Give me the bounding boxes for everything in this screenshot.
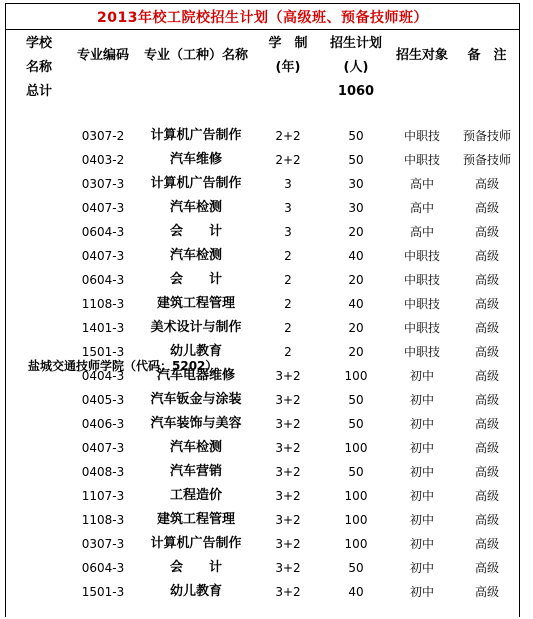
cell-code: 0404-3 xyxy=(81,369,125,383)
cell-years: 2+2 xyxy=(275,129,301,143)
cell-plan: 50 xyxy=(348,153,364,167)
cell-major: 汽车营销 xyxy=(169,464,222,479)
cell-code: 0405-3 xyxy=(81,393,125,407)
header-plan-line-2: (人) xyxy=(343,60,369,75)
cell-note: 高级 xyxy=(474,177,499,191)
cell-years: 2 xyxy=(284,321,292,335)
cell-code: 0604-3 xyxy=(81,561,125,575)
cell-target: 高中 xyxy=(409,177,434,191)
cell-code: 0604-3 xyxy=(81,225,125,239)
cell-plan: 100 xyxy=(344,513,368,527)
cell-target: 初中 xyxy=(409,465,434,479)
cell-plan: 20 xyxy=(348,225,364,239)
cell-code: 1107-3 xyxy=(81,489,125,503)
cell-years: 2 xyxy=(284,249,292,263)
cell-plan: 20 xyxy=(348,273,364,287)
cell-major: 计算机广告制作 xyxy=(150,176,242,191)
cell-major: 汽车检测 xyxy=(169,200,222,215)
total-value: 1060 xyxy=(337,84,375,99)
cell-major: 建筑工程管理 xyxy=(156,296,235,311)
cell-target: 初中 xyxy=(409,489,434,503)
cell-note: 高级 xyxy=(474,489,499,503)
cell-note: 高级 xyxy=(474,273,499,287)
cell-target: 初中 xyxy=(409,369,434,383)
cell-years: 3+2 xyxy=(275,561,301,575)
school-name: 盐城交通技师学院 xyxy=(28,359,125,373)
cell-note: 高级 xyxy=(474,393,499,407)
cell-code: 0408-3 xyxy=(81,465,125,479)
cell-code: 0407-3 xyxy=(81,441,125,455)
cell-target: 初中 xyxy=(409,441,434,455)
cell-plan: 20 xyxy=(348,321,364,335)
cell-major: 汽车装饰与美容 xyxy=(150,416,242,431)
cell-note: 高级 xyxy=(474,225,499,239)
cell-target: 高中 xyxy=(409,225,434,239)
cell-target: 初中 xyxy=(409,561,434,575)
cell-code: 1501-3 xyxy=(81,585,125,599)
cell-major: 汽车检测 xyxy=(169,248,222,263)
cell-code: 0307-3 xyxy=(81,537,125,551)
title-row xyxy=(6,4,519,30)
cell-years: 3+2 xyxy=(275,465,301,479)
cell-target: 中职技 xyxy=(403,345,440,359)
cell-plan: 40 xyxy=(348,585,364,599)
cell-plan: 50 xyxy=(348,129,364,143)
cell-major: 会 计 xyxy=(169,272,222,287)
cell-code: 0403-2 xyxy=(81,153,125,167)
cell-code: 0307-3 xyxy=(81,177,125,191)
cell-years: 3+2 xyxy=(275,393,301,407)
cell-major: 美术设计与制作 xyxy=(150,320,242,335)
cell-target: 中职技 xyxy=(403,249,440,263)
cell-code: 0604-3 xyxy=(81,273,125,287)
cell-code: 1108-3 xyxy=(81,513,125,527)
cell-target: 高中 xyxy=(409,201,434,215)
header-code: 专业编码 xyxy=(76,48,129,63)
cell-years: 3+2 xyxy=(275,537,301,551)
header-major: 专业（工种）名称 xyxy=(143,48,248,63)
school-code: （代码：5202） xyxy=(124,359,218,373)
cell-target: 中职技 xyxy=(403,153,440,167)
cell-major: 会 计 xyxy=(169,560,222,575)
header-duration-line-1: 学 制 xyxy=(268,36,308,51)
cell-note: 高级 xyxy=(474,321,499,335)
cell-code: 1108-3 xyxy=(81,297,125,311)
cell-plan: 50 xyxy=(348,465,364,479)
cell-target: 中职技 xyxy=(403,129,440,143)
cell-plan: 100 xyxy=(344,537,368,551)
cell-plan: 50 xyxy=(348,561,364,575)
cell-years: 3+2 xyxy=(275,585,301,599)
cell-years: 3+2 xyxy=(275,441,301,455)
cell-major: 计算机广告制作 xyxy=(150,536,242,551)
header-school-line-3: 总计 xyxy=(26,84,53,99)
cell-major: 会 计 xyxy=(169,224,222,239)
cell-note: 高级 xyxy=(474,369,499,383)
cell-years: 2 xyxy=(284,273,292,287)
cell-years: 3 xyxy=(284,225,292,239)
cell-target: 中职技 xyxy=(403,273,440,287)
cell-years: 3 xyxy=(284,177,292,191)
cell-major: 幼儿教育 xyxy=(169,584,222,599)
cell-note: 高级 xyxy=(474,465,499,479)
cell-code: 0407-3 xyxy=(81,249,125,263)
cell-code: 0406-3 xyxy=(81,417,125,431)
cell-note: 高级 xyxy=(474,297,499,311)
cell-note: 高级 xyxy=(474,513,499,527)
cell-years: 2 xyxy=(284,345,292,359)
cell-major: 幼儿教育 xyxy=(169,344,222,359)
cell-plan: 30 xyxy=(348,201,364,215)
cell-note: 高级 xyxy=(474,345,499,359)
cell-years: 3+2 xyxy=(275,513,301,527)
cell-target: 初中 xyxy=(409,393,434,407)
header-target: 招生对象 xyxy=(395,48,448,63)
cell-note: 预备技师 xyxy=(462,129,511,143)
cell-note: 高级 xyxy=(474,201,499,215)
cell-target: 初中 xyxy=(409,585,434,599)
cell-major: 工程造价 xyxy=(169,488,222,503)
cell-plan: 100 xyxy=(344,369,368,383)
cell-major: 汽车电器维修 xyxy=(156,368,235,383)
cell-years: 2 xyxy=(284,297,292,311)
cell-note: 高级 xyxy=(474,441,499,455)
header-plan-line-1: 招生计划 xyxy=(329,36,382,51)
cell-target: 中职技 xyxy=(403,321,440,335)
cell-plan: 50 xyxy=(348,417,364,431)
cell-plan: 30 xyxy=(348,177,364,191)
header-school-line-2: 名称 xyxy=(26,60,53,75)
header-duration-line-2: (年) xyxy=(275,60,301,75)
cell-plan: 50 xyxy=(348,393,364,407)
enrollment-sheet xyxy=(5,3,520,617)
cell-years: 2+2 xyxy=(275,153,301,167)
cell-plan: 100 xyxy=(344,489,368,503)
cell-years: 3+2 xyxy=(275,417,301,431)
cell-years: 3+2 xyxy=(275,369,301,383)
header-note: 备 注 xyxy=(467,48,507,63)
header-school-line-1: 学校 xyxy=(26,36,53,51)
cell-code: 0307-2 xyxy=(81,129,125,143)
cell-major: 汽车维修 xyxy=(169,152,222,167)
cell-note: 高级 xyxy=(474,417,499,431)
cell-years: 3 xyxy=(284,201,292,215)
cell-years: 3+2 xyxy=(275,489,301,503)
cell-note: 高级 xyxy=(474,249,499,263)
cell-code: 1501-3 xyxy=(81,345,125,359)
cell-target: 初中 xyxy=(409,417,434,431)
cell-plan: 100 xyxy=(344,441,368,455)
cell-major: 建筑工程管理 xyxy=(156,512,235,527)
cell-note: 高级 xyxy=(474,537,499,551)
cell-major: 汽车检测 xyxy=(169,440,222,455)
cell-code: 0407-3 xyxy=(81,201,125,215)
cell-target: 初中 xyxy=(409,513,434,527)
cell-major: 汽车钣金与涂装 xyxy=(150,392,242,407)
cell-target: 中职技 xyxy=(403,297,440,311)
cell-note: 预备技师 xyxy=(462,153,511,167)
cell-plan: 40 xyxy=(348,297,364,311)
cell-major: 计算机广告制作 xyxy=(150,128,242,143)
cell-note: 高级 xyxy=(474,561,499,575)
cell-code: 1401-3 xyxy=(81,321,125,335)
cell-plan: 20 xyxy=(348,345,364,359)
cell-target: 初中 xyxy=(409,537,434,551)
cell-note: 高级 xyxy=(474,585,499,599)
sheet-title: 2013年校工院校招生计划（高级班、预备技师班） xyxy=(97,9,428,26)
cell-plan: 40 xyxy=(348,249,364,263)
